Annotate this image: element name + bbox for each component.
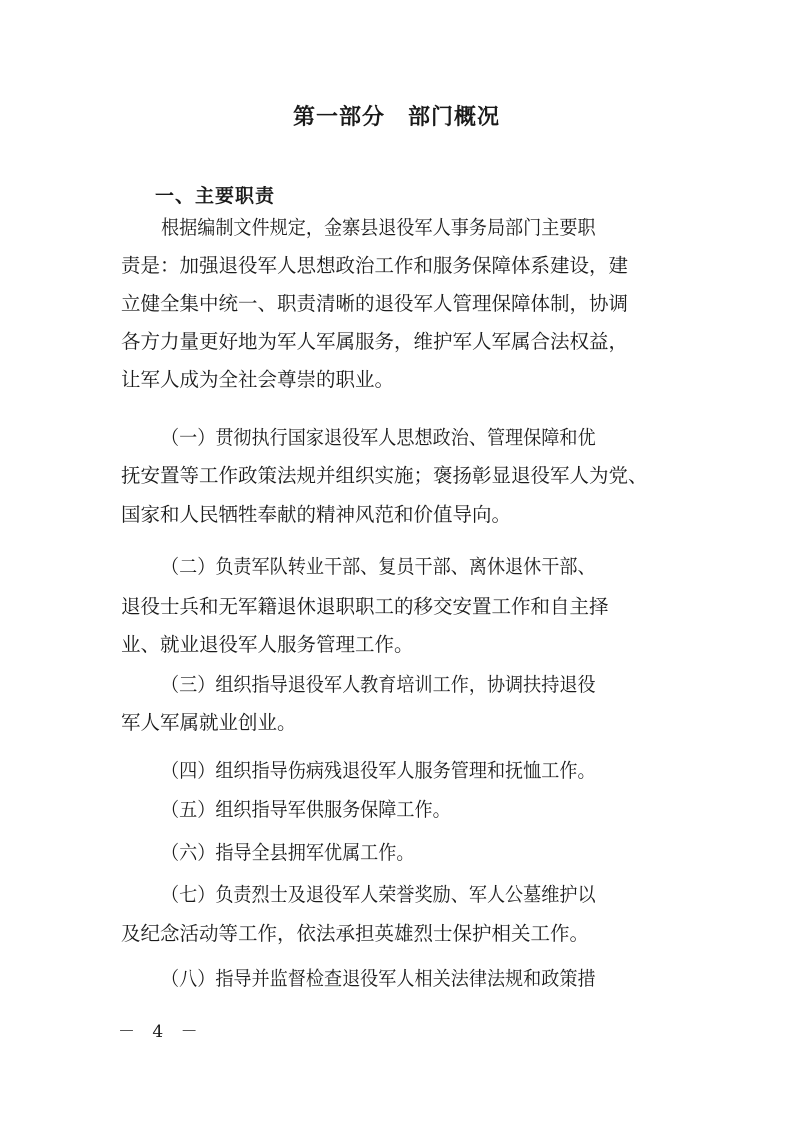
paragraph-line: 根据编制文件规定，金寨县退役军人事务局部门主要职: [161, 216, 596, 239]
paragraph-line: 退役士兵和无军籍退休退职职工的移交安置工作和自主择: [121, 595, 609, 618]
paragraph-line: 责是：加强退役军人思想政治工作和服务保障体系建设，建: [121, 254, 629, 277]
paragraph-line: 国家和人民牺牲奉献的精神风范和价值导向。: [121, 503, 512, 526]
paragraph-line: 让军人成为全社会尊崇的职业。: [121, 368, 395, 391]
paragraph-line: （五）组织指导军供服务保障工作。: [161, 798, 451, 821]
paragraph-line: 抚安置等工作政策法规并组织实施；褒扬彰显退役军人为党、: [121, 464, 648, 487]
section-heading: 一、主要职责: [155, 185, 276, 207]
paragraph-line: 业、就业退役军人服务管理工作。: [121, 633, 414, 656]
paragraph-line: 各方力量更好地为军人军属服务，维护军人军属合法权益，: [121, 330, 629, 353]
paragraph-line: （七）负责烈士及退役军人荣誉奖励、军人公墓维护以: [161, 883, 596, 906]
paragraph-line: （四）组织指导伤病残退役军人服务管理和抚恤工作。: [161, 759, 596, 782]
page-title: 第一部分 部门概况: [292, 105, 500, 130]
paragraph-line: （三）组织指导退役军人教育培训工作，协调扶持退役: [161, 673, 596, 696]
paragraph-line: 立健全集中统一、职责清晰的退役军人管理保障体制，协调: [121, 292, 629, 315]
paragraph-line: （二）负责军队转业干部、复员干部、离休退休干部、: [161, 555, 596, 578]
paragraph-line: 及纪念活动等工作，依法承担英雄烈士保护相关工作。: [121, 922, 590, 945]
paragraph-line: （六）指导全县拥军优属工作。: [161, 841, 415, 864]
page-number: － 4 －: [118, 1022, 204, 1042]
paragraph-line: （八）指导并监督检查退役军人相关法律法规和政策措: [161, 967, 596, 990]
paragraph-line: 军人军属就业创业。: [121, 711, 297, 734]
paragraph-line: （一）贯彻执行国家退役军人思想政治、管理保障和优: [161, 426, 596, 449]
